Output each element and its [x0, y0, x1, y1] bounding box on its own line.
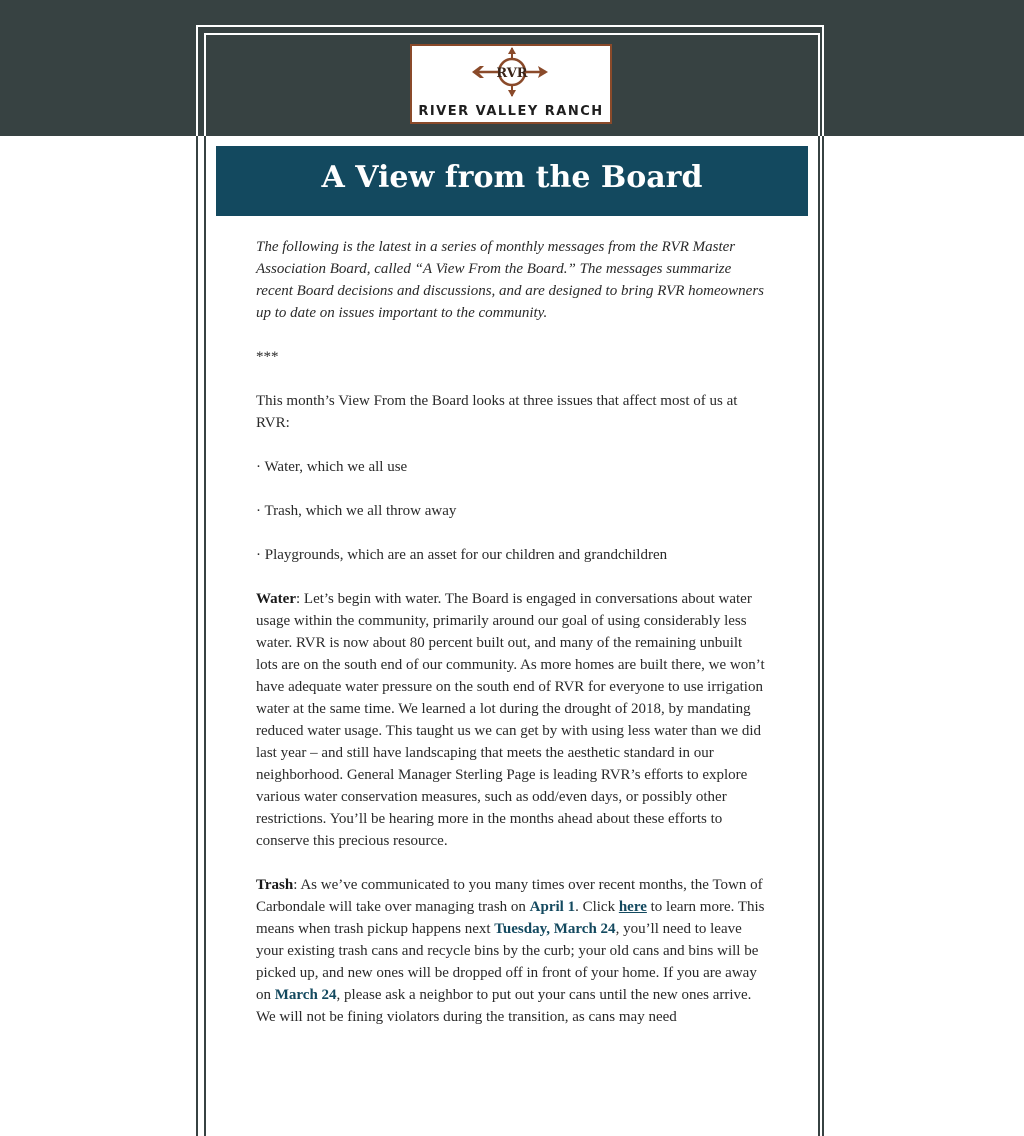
trash-text-4: , you’ll need to leave your existing trash cans and recycle bins by the curb; your old cans and bins will be picked up, and new ones will be dropped off in front of your home. If you are away on — [256, 921, 759, 1003]
learn-more-link[interactable]: here — [618, 899, 647, 915]
water-text: : Let’s begin with water. The Board is engaged in conversations about water usage within the community, primarily around our goal of using considerably less water. RVR is now about 80 percent built out, and many of the remaining unbuilt lots are on the south end of our community. As more homes are built there, we won’t have adequate water pressure on the south end of RVR for everyone to use irrigation water at the same time. We learned a lot during the drought of 2018, by mandating reduced water usage. This taught us we can get by with using less water than we did last year – and still have landscaping that meets the aesthetic standard in our neighborhood. General Manager Sterling Page is leading RVR’s efforts to explore various water conservation measures, such as odd/even days, or possibly other restrictions. You’ll be hearing more in the months ahead about these efforts to conserve this precious resource. — [256, 591, 765, 849]
trash-text-2: . Click — [575, 899, 619, 915]
article-body — [256, 236, 766, 1050]
rvr-logo[interactable] — [410, 44, 612, 124]
lead-paragraph: This month’s View From the Board looks at three issues that affect most of us at RVR: — [256, 393, 738, 431]
trash-text-3: to learn more. This means when trash pickup happens next — [256, 899, 765, 937]
bullet-playgrounds: · Playgrounds, which are an asset for our children and grandchildren — [256, 547, 668, 563]
separator: *** — [256, 349, 279, 365]
date-march-24: March 24 — [274, 987, 337, 1003]
bullet-water: · Water, which we all use — [256, 459, 408, 475]
logo-name: RIVER VALLEY RANCH — [418, 104, 604, 119]
trash-heading: Trash — [256, 877, 294, 893]
date-april-1: April 1 — [529, 899, 576, 915]
trash-text-5: , please ask a neighbor to put out your cans until the new ones arrive. We will not be fining violators during the transition, as cans may need — [256, 987, 752, 1025]
bullet-trash: · Trash, which we all throw away — [256, 503, 457, 519]
water-heading: Water — [256, 591, 296, 607]
date-tuesday-march-24: Tuesday, March 24 — [494, 921, 616, 937]
trash-text-1: : As we’ve communicated to you many times over recent months, the Town of Carbondale will take over managing trash on — [256, 877, 763, 915]
trash-paragraph — [256, 874, 766, 1028]
logo-monogram: RVR — [496, 66, 528, 81]
water-paragraph — [256, 588, 766, 852]
intro-paragraph: The following is the latest in a series of monthly messages from the RVR Master Association Board, called “A View From the Board.” The messages summarize recent Board decisions and discussions, and are designed to bring RVR homeowners up to date on issues important to the community. — [256, 239, 765, 321]
title-banner — [216, 146, 808, 216]
page-title: A View from the Board — [321, 160, 703, 195]
